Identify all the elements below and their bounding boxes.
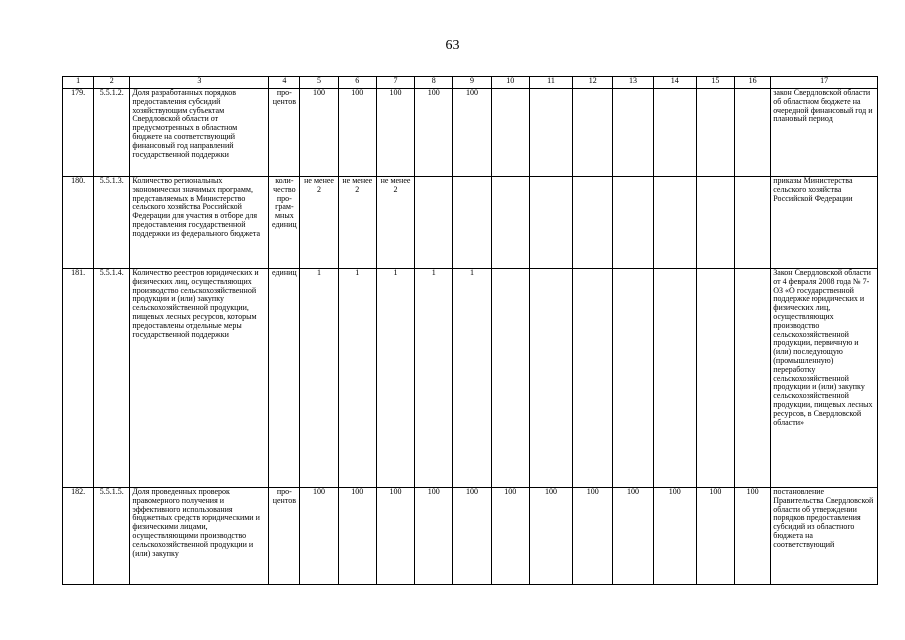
- value-cell: 100: [491, 488, 529, 585]
- value-cell: [735, 269, 771, 488]
- value-cell: 100: [529, 488, 572, 585]
- value-cell: 100: [415, 89, 453, 177]
- value-cell: [613, 177, 653, 269]
- value-cell: не менее 2: [338, 177, 376, 269]
- unit-cell: про-центов: [269, 89, 300, 177]
- value-cell: 100: [338, 89, 376, 177]
- column-number-header-row: [63, 77, 878, 89]
- value-cell: [613, 269, 653, 488]
- column-header: 17: [771, 77, 878, 89]
- column-header: 8: [415, 77, 453, 89]
- column-header: 2: [94, 77, 130, 89]
- value-cell: [696, 89, 734, 177]
- value-cell: [573, 269, 613, 488]
- source-document-cell: закон Свердловской области об областном бюджете на очередной финансовый год и плановый период: [771, 89, 878, 177]
- value-cell: [491, 89, 529, 177]
- value-cell: [613, 89, 653, 177]
- column-header: 9: [453, 77, 491, 89]
- unit-cell: единиц: [269, 269, 300, 488]
- value-cell: 1: [300, 269, 338, 488]
- indicator-code-cell: 5.5.1.2.: [94, 89, 130, 177]
- value-cell: 100: [696, 488, 734, 585]
- source-document-cell: постановление Правительства Свердловской области об утверждении порядков предоставления субсидий из областного бюджета на соответствующий: [771, 488, 878, 585]
- value-cell: [735, 177, 771, 269]
- column-header: 3: [130, 77, 269, 89]
- indicator-name-cell: Количество реестров юридических и физических лиц, осуществляющих производство сельскохозяйственной продукции и (или) закупку сельскохозяйственной продукции, пищевых лесных ресурсов, которым предоставлены отдельные меры государственной поддержки: [130, 269, 269, 488]
- value-cell: не менее 2: [376, 177, 414, 269]
- column-header: 1: [63, 77, 94, 89]
- value-cell: 100: [653, 488, 696, 585]
- column-header: 13: [613, 77, 653, 89]
- value-cell: [491, 177, 529, 269]
- indicator-code-cell: 5.5.1.3.: [94, 177, 130, 269]
- source-document-cell: приказы Министерства сельского хозяйства Российской Федерации: [771, 177, 878, 269]
- table-row: [63, 177, 878, 269]
- column-header: 10: [491, 77, 529, 89]
- column-header: 5: [300, 77, 338, 89]
- value-cell: [529, 269, 572, 488]
- page-number: 63: [445, 38, 460, 53]
- column-header: 11: [529, 77, 572, 89]
- column-header: 6: [338, 77, 376, 89]
- value-cell: 1: [338, 269, 376, 488]
- value-cell: [529, 177, 572, 269]
- table-body: [63, 89, 878, 585]
- value-cell: [735, 89, 771, 177]
- source-document-cell: Закон Свердловской области от 4 февраля 2008 года № 7-ОЗ «О государственной поддержке юридических и физических лиц, осуществляющих производство сельскохозяйственной продукции, первичную и (или) последующую (промышленную) переработку сельскохозяйственной продукции и (или) закупку сельскохозяйственной продукции, пищевых лесных ресурсов, в Свердловской области»: [771, 269, 878, 488]
- value-cell: [573, 177, 613, 269]
- table-row: [63, 269, 878, 488]
- value-cell: [653, 177, 696, 269]
- indicator-code-cell: 5.5.1.4.: [94, 269, 130, 488]
- table-row: [63, 89, 878, 177]
- value-cell: [696, 177, 734, 269]
- column-header: 15: [696, 77, 734, 89]
- value-cell: 100: [453, 89, 491, 177]
- indicator-name-cell: Доля проведенных проверок правомерного получения и эффективного использования бюджетных средств юридическими и физическими лицами, осуществляющими производство сельскохозяйственной продукции и (или) закупку: [130, 488, 269, 585]
- value-cell: 100: [573, 488, 613, 585]
- value-cell: [573, 89, 613, 177]
- value-cell: 1: [415, 269, 453, 488]
- value-cell: 100: [453, 488, 491, 585]
- unit-cell: коли-чество про-грам-мных единиц: [269, 177, 300, 269]
- value-cell: [653, 269, 696, 488]
- table-row: [63, 488, 878, 585]
- value-cell: 100: [300, 89, 338, 177]
- value-cell: не менее 2: [300, 177, 338, 269]
- value-cell: 1: [376, 269, 414, 488]
- value-cell: 100: [300, 488, 338, 585]
- column-header: 4: [269, 77, 300, 89]
- row-number-cell: 179.: [63, 89, 94, 177]
- value-cell: 100: [415, 488, 453, 585]
- value-cell: 100: [376, 89, 414, 177]
- column-header: 7: [376, 77, 414, 89]
- value-cell: [696, 269, 734, 488]
- indicators-table: [62, 76, 878, 585]
- value-cell: [653, 89, 696, 177]
- value-cell: 100: [338, 488, 376, 585]
- value-cell: [415, 177, 453, 269]
- row-number-cell: 181.: [63, 269, 94, 488]
- indicator-name-cell: Доля разработанных порядков предоставления субсидий хозяйствующим субъектам Свердловской области от предусмотренных в областном бюджете на соответствующий финансовый год направлений государственной поддержки: [130, 89, 269, 177]
- value-cell: 100: [735, 488, 771, 585]
- row-number-cell: 182.: [63, 488, 94, 585]
- column-header: 14: [653, 77, 696, 89]
- column-header: 16: [735, 77, 771, 89]
- unit-cell: про-центов: [269, 488, 300, 585]
- indicator-code-cell: 5.5.1.5.: [94, 488, 130, 585]
- value-cell: [453, 177, 491, 269]
- row-number-cell: 180.: [63, 177, 94, 269]
- value-cell: 1: [453, 269, 491, 488]
- value-cell: [491, 269, 529, 488]
- value-cell: [529, 89, 572, 177]
- value-cell: 100: [376, 488, 414, 585]
- column-header: 12: [573, 77, 613, 89]
- indicator-name-cell: Количество региональных экономически значимых программ, представляемых в Министерство сельского хозяйства Российской Федерации для участия в отборе для предоставления государственной поддержки из федерального бюджета: [130, 177, 269, 269]
- value-cell: 100: [613, 488, 653, 585]
